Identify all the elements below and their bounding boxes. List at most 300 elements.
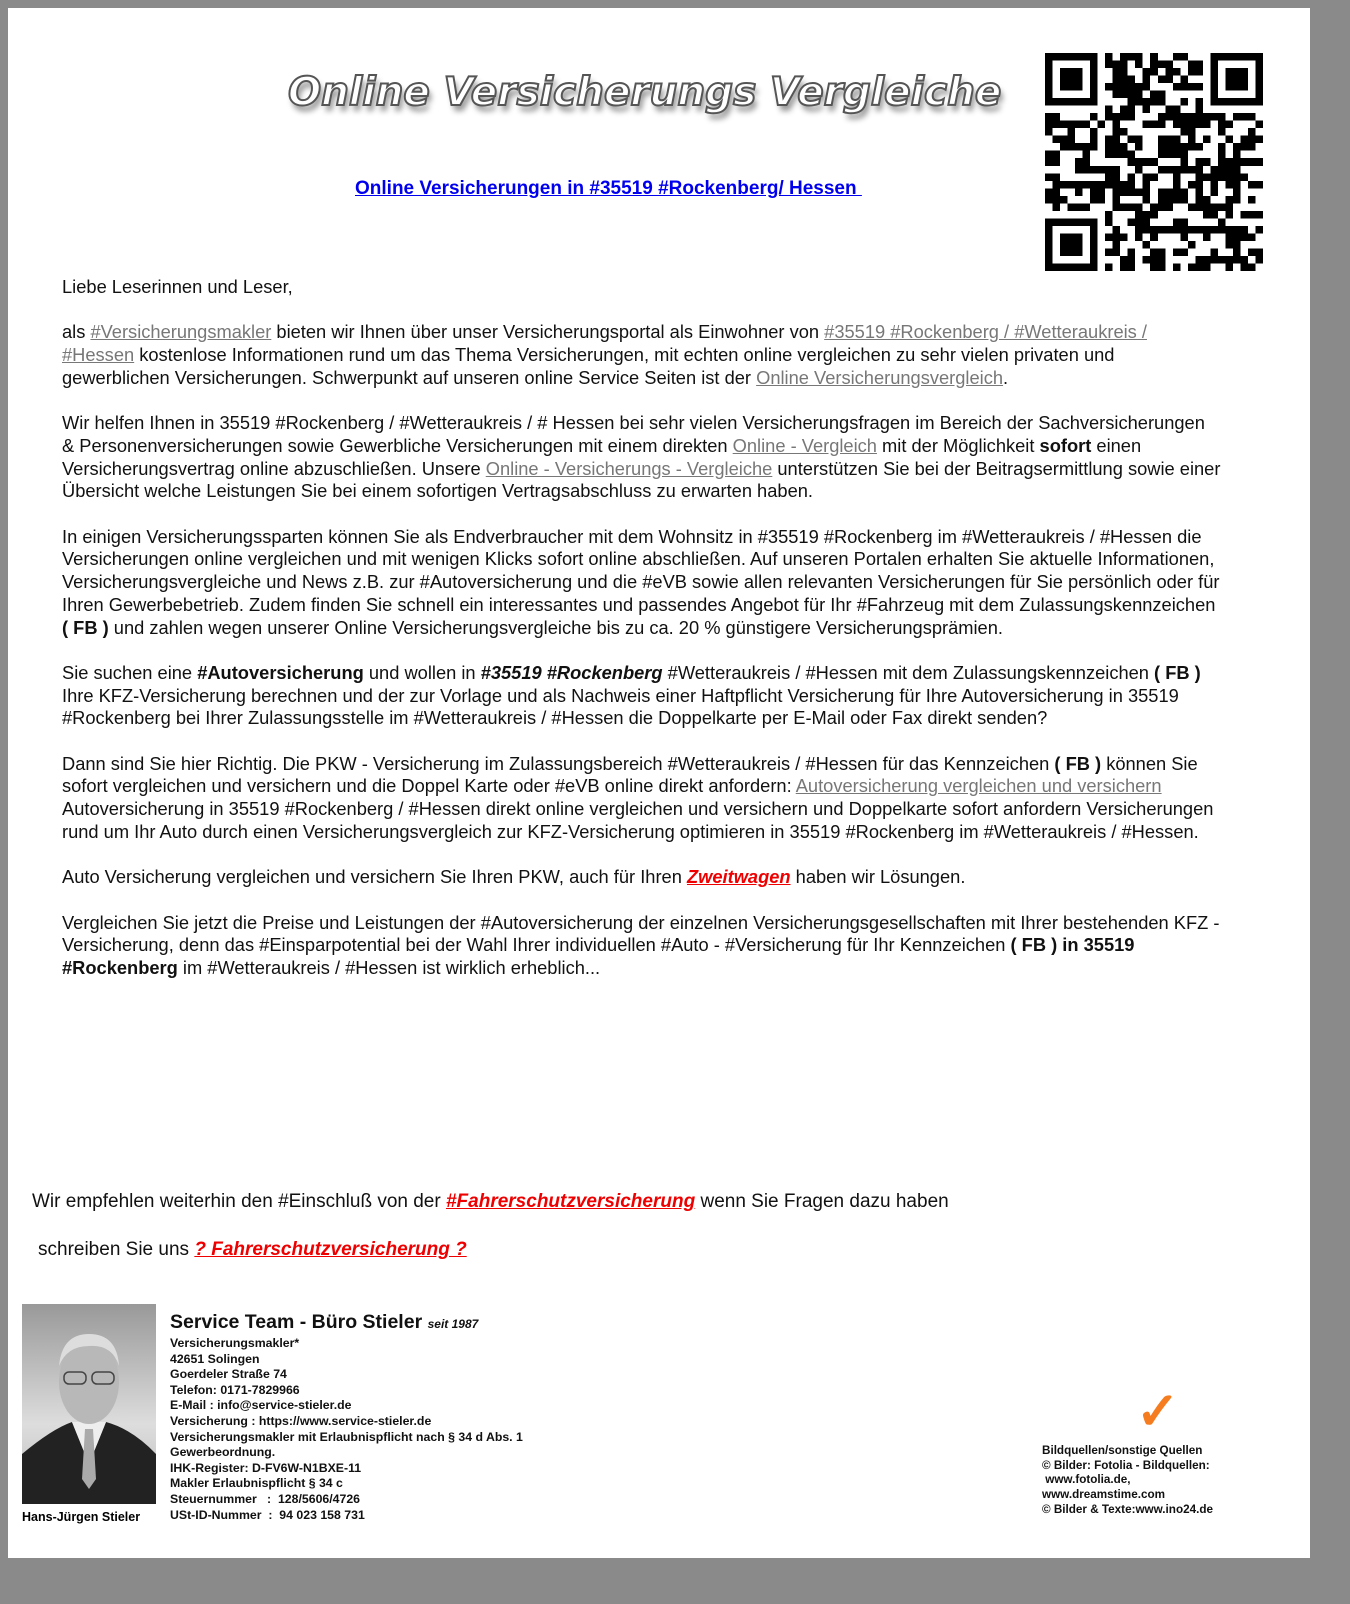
- qr-module: [1113, 188, 1121, 196]
- paragraph: [62, 321, 1222, 389]
- qr-module: [1120, 106, 1128, 114]
- qr-module: [1210, 188, 1218, 196]
- qr-module: [1143, 241, 1151, 249]
- qr-module: [1188, 68, 1196, 76]
- text: Autoversicherung in 35519 #Rockenberg / #Hessen direkt online vergleichen und versichern und Doppelkarte sofort anfordern Versicherungen rund um Ihr Auto durch einen Versicherungsvergleich zur KFZ-Versicherung optimieren in 35519 #Rockenberg im #Wetteraukreis / #Hessen.: [62, 798, 1214, 842]
- qr-module: [1068, 181, 1076, 189]
- qr-module: [1075, 203, 1083, 211]
- qr-module: [1158, 113, 1166, 121]
- image-sources: [1042, 1444, 1213, 1518]
- qr-module: [1188, 136, 1196, 144]
- qr-module: [1225, 166, 1233, 174]
- qr-module: [1233, 226, 1241, 234]
- qr-module: [1188, 181, 1196, 189]
- qr-module: [1128, 218, 1136, 226]
- qr-module: [1188, 143, 1196, 151]
- qr-module: [1090, 113, 1098, 121]
- qr-module: [1143, 218, 1151, 226]
- qr-module: [1128, 248, 1136, 256]
- qr-module: [1150, 248, 1158, 256]
- qr-module: [1173, 136, 1181, 144]
- qr-module: [1128, 203, 1136, 211]
- qr-module: [1120, 143, 1128, 151]
- qr-module: [1060, 143, 1068, 151]
- contact-detail: Versicherung : https://www.service-stieler.de: [170, 1413, 432, 1428]
- qr-module: [1075, 166, 1083, 174]
- qr-module: [1113, 226, 1121, 234]
- recommendation-line: [32, 1191, 949, 1213]
- qr-module: [1188, 166, 1196, 174]
- qr-module: [1165, 203, 1173, 211]
- qr-module: [1248, 233, 1256, 241]
- qr-module: [1045, 128, 1053, 136]
- qr-module: [1180, 158, 1188, 166]
- contact-detail: Versicherungsmakler mit Erlaubnispflicht nach § 34 d Abs. 1: [170, 1429, 523, 1444]
- qr-module: [1128, 53, 1136, 61]
- qr-module: [1135, 188, 1143, 196]
- qr-module: [1053, 113, 1061, 121]
- qr-module: [1195, 121, 1203, 129]
- qr-module: [1053, 188, 1061, 196]
- top-link[interactable]: Online Versicherungen in #35519 #Rockenberg/ Hessen: [355, 178, 862, 199]
- qr-module: [1045, 151, 1053, 159]
- qr-module: [1045, 121, 1053, 129]
- qr-module: [1195, 61, 1203, 69]
- contact-detail: Goerdeler Straße 74: [170, 1367, 287, 1382]
- qr-module: [1053, 173, 1061, 181]
- paragraph: [62, 412, 1222, 503]
- qr-module: [1083, 151, 1091, 159]
- text: können Sie sofort vergleichen und versichern und die Doppel Karte oder #eVB online direkt anfordern:: [62, 752, 1198, 797]
- qr-module: [1120, 181, 1128, 189]
- qr-module: [1173, 248, 1181, 256]
- qr-module: [1165, 113, 1173, 121]
- qr-module: [1255, 121, 1263, 129]
- qr-module: [1173, 218, 1181, 226]
- qr-module: [1105, 166, 1113, 174]
- inline-link[interactable]: #35519 #Rockenberg / #Wetteraukreis / #Hessen: [62, 321, 1147, 366]
- qr-module: [1255, 158, 1263, 166]
- qr-module: [1218, 158, 1226, 166]
- emphasis-text: #35519 #Rockenberg: [480, 661, 663, 683]
- qr-module: [1195, 181, 1203, 189]
- qr-module: [1128, 83, 1136, 91]
- qr-module: [1203, 256, 1211, 264]
- qr-module: [1225, 263, 1233, 271]
- qr-module: [1135, 226, 1143, 234]
- qr-module: [1180, 98, 1188, 106]
- text: als: [62, 321, 91, 343]
- qr-module: [1105, 211, 1113, 219]
- qr-module: [1180, 248, 1188, 256]
- qr-module: [1225, 136, 1233, 144]
- qr-module: [1195, 173, 1203, 181]
- qr-module: [1113, 83, 1121, 91]
- qr-module: [1135, 91, 1143, 99]
- qr-module: [1203, 113, 1211, 121]
- qr-module: [1240, 233, 1248, 241]
- qr-module: [1120, 128, 1128, 136]
- qr-module: [1098, 121, 1106, 129]
- inline-link[interactable]: Zweitwagen: [686, 866, 791, 888]
- qr-module: [1218, 151, 1226, 159]
- qr-module: [1113, 128, 1121, 136]
- qr-module: [1143, 173, 1151, 181]
- qr-module: [1128, 151, 1136, 159]
- qr-module: [1173, 106, 1181, 114]
- qr-module: [1180, 128, 1188, 136]
- qr-module: [1233, 173, 1241, 181]
- qr-module: [1255, 136, 1263, 144]
- qr-module: [1113, 143, 1121, 151]
- qr-module: [1240, 226, 1248, 234]
- qr-module: [1128, 158, 1136, 166]
- qr-module: [1128, 188, 1136, 196]
- qr-module: [1203, 121, 1211, 129]
- inline-link[interactable]: Online - Versicherungs - Vergleiche: [485, 457, 773, 479]
- qr-module: [1113, 248, 1121, 256]
- qr-module: [1150, 173, 1158, 181]
- qr-module: [1195, 143, 1203, 151]
- qr-module: [1195, 166, 1203, 174]
- qr-module: [1158, 143, 1166, 151]
- paragraph: [62, 866, 1222, 889]
- qr-module: [1158, 98, 1166, 106]
- qr-module: [1165, 151, 1173, 159]
- qr-module: [1128, 98, 1136, 106]
- qr-module: [1053, 121, 1061, 129]
- qr-module: [1218, 226, 1226, 234]
- qr-module: [1255, 211, 1263, 219]
- qr-module: [1105, 113, 1113, 121]
- inline-link[interactable]: Online - Vergleich: [732, 434, 877, 456]
- inline-link[interactable]: Autoversicherung vergleichen und versichern: [795, 775, 1162, 797]
- qr-module: [1120, 233, 1128, 241]
- qr-module: [1233, 151, 1241, 159]
- qr-module: [1045, 188, 1053, 196]
- qr-module: [1075, 181, 1083, 189]
- qr-module: [1218, 128, 1226, 136]
- qr-module: [1218, 203, 1226, 211]
- qr-module: [1165, 76, 1173, 84]
- source-line: www.fotolia.de,: [1042, 1473, 1131, 1487]
- qr-module: [1173, 83, 1181, 91]
- qr-module: [1180, 218, 1188, 226]
- qr-module: [1105, 248, 1113, 256]
- qr-module: [1128, 91, 1136, 99]
- qr-module: [1188, 241, 1196, 249]
- qr-module: [1188, 203, 1196, 211]
- qr-module: [1233, 181, 1241, 189]
- qr-module: [1105, 263, 1113, 271]
- qr-module: [1188, 61, 1196, 69]
- recommendation-text: Wir empfehlen weiterhin den #Einschluß von der: [32, 1191, 446, 1212]
- qr-module: [1113, 76, 1121, 84]
- qr-module: [1233, 196, 1241, 204]
- qr-module: [1128, 113, 1136, 121]
- qr-module: [1128, 256, 1136, 264]
- qr-module: [1165, 106, 1173, 114]
- qr-module: [1090, 143, 1098, 151]
- emphasis-text: #Autoversicherung: [197, 661, 364, 683]
- qr-module: [1090, 128, 1098, 136]
- qr-module: [1143, 158, 1151, 166]
- qr-module: [1173, 181, 1181, 189]
- qr-module: [1173, 121, 1181, 129]
- emphasis-text: ( FB ): [1154, 661, 1201, 683]
- qr-module: [1143, 181, 1151, 189]
- qr-module: [1195, 106, 1203, 114]
- qr-module: [1143, 256, 1151, 264]
- qr-module: [1158, 151, 1166, 159]
- qr-module: [1120, 203, 1128, 211]
- qr-module: [1135, 158, 1143, 166]
- qr-module: [1128, 173, 1136, 181]
- inline-link[interactable]: Online Versicherungsvergleich: [756, 366, 1004, 388]
- qr-module: [1195, 113, 1203, 121]
- qr-module: [1165, 61, 1173, 69]
- qr-module: [1143, 83, 1151, 91]
- qr-module: [1075, 121, 1083, 129]
- qr-module: [1255, 256, 1263, 264]
- qr-module: [1113, 121, 1121, 129]
- since-label: seit 1987: [427, 1317, 479, 1331]
- qr-module: [1053, 181, 1061, 189]
- qr-module: [1053, 203, 1061, 211]
- qr-module: [1248, 211, 1256, 219]
- qr-module: [1210, 166, 1218, 174]
- text: und wollen in: [363, 661, 481, 683]
- qr-module: [1090, 188, 1098, 196]
- qr-module: [1158, 263, 1166, 271]
- qr-module: [1210, 113, 1218, 121]
- qr-module: [1143, 196, 1151, 204]
- qr-module: [1045, 173, 1053, 181]
- contact-detail: Steuernummer : 128/5606/4726: [170, 1491, 361, 1506]
- text: Auto Versicherung vergleichen und versichern Sie Ihren PKW, auch für Ihren: [62, 866, 687, 888]
- qr-module: [1068, 128, 1076, 136]
- qr-module: [1188, 263, 1196, 271]
- emphasis-text: sofort: [1039, 434, 1092, 456]
- qr-module: [1180, 113, 1188, 121]
- qr-module: [1113, 181, 1121, 189]
- qr-module: [1120, 151, 1128, 159]
- text: Wir helfen Ihnen in 35519 #Rockenberg / #Wetteraukreis / # Hessen bei sehr vielen Versicherungsfragen im Bereich der Sachversicherungen & Personenversicherungen sowie Gewerbliche Versicherungen mit einem direkten: [62, 412, 1205, 456]
- qr-module: [1090, 166, 1098, 174]
- qr-module: [1240, 256, 1248, 264]
- qr-module: [1113, 173, 1121, 181]
- qr-module: [1203, 136, 1211, 144]
- qr-module: [1060, 136, 1068, 144]
- qr-module: [1060, 196, 1068, 204]
- qr-module: [1105, 218, 1113, 226]
- qr-module: [1083, 143, 1091, 151]
- qr-module: [1173, 226, 1181, 234]
- qr-module: [1143, 211, 1151, 219]
- qr-module: [1120, 256, 1128, 264]
- page: [8, 8, 1310, 1558]
- qr-module: [1210, 256, 1218, 264]
- qr-module: [1248, 196, 1256, 204]
- qr-module: [1150, 53, 1158, 61]
- paragraph: [62, 753, 1222, 844]
- qr-module: [1068, 121, 1076, 129]
- qr-module: [1075, 188, 1083, 196]
- contact-detail: Versicherungsmakler*: [170, 1336, 300, 1350]
- qr-module: [1158, 136, 1166, 144]
- qr-module: [1158, 203, 1166, 211]
- qr-module: [1068, 136, 1076, 144]
- text: Sie suchen eine: [62, 661, 198, 683]
- qr-module: [1083, 181, 1091, 189]
- qr-module: [1150, 203, 1158, 211]
- qr-module: [1180, 53, 1188, 61]
- qr-module: [1113, 136, 1121, 144]
- qr-module: [1090, 181, 1098, 189]
- qr-module: [1225, 121, 1233, 129]
- qr-module: [1113, 61, 1121, 69]
- paragraph: [62, 526, 1222, 640]
- qr-module: [1203, 263, 1211, 271]
- qr-module: [1218, 121, 1226, 129]
- text: In einigen Versicherungssparten können Sie als Endverbraucher mit dem Wohnsitz in #35519 #Rockenberg im #Wetteraukreis / #Hessen die Versicherungen online vergleichen und mit wenigen Klicks sofort online abschließen. Auf unseren Portalen erhalten Sie aktuelle Informationen, Versicherungsvergleiche und News z.B. zur #Autoversicherung und die #eVB sowie allen relevanten Versicherungen für Sie persönlich oder für Ihren Gewerbebetrieb. Zudem finden Sie schnell ein interessantes und passendes Angebot für Ihr #Fahrzeug mit dem Zulassungskennzeichen: [62, 525, 1220, 615]
- fahrerschutz-link[interactable]: #Fahrerschutzversicherung: [445, 1191, 696, 1212]
- emphasis-text: ( FB ): [1054, 752, 1102, 774]
- qr-module: [1105, 83, 1113, 91]
- qr-module: [1248, 136, 1256, 144]
- qr-module: [1143, 106, 1151, 114]
- qr-module: [1060, 121, 1068, 129]
- qr-module: [1255, 248, 1263, 256]
- qr-module: [1113, 151, 1121, 159]
- qr-module: [1135, 233, 1143, 241]
- emphasis-text: ( FB ): [62, 616, 109, 638]
- qr-module: [1225, 203, 1233, 211]
- company-name: Service Team - Büro Stieler: [170, 1311, 423, 1333]
- inline-link[interactable]: #Versicherungsmakler: [90, 321, 272, 343]
- qr-module: [1195, 83, 1203, 91]
- qr-module: [1135, 136, 1143, 144]
- qr-module: [1128, 136, 1136, 144]
- qr-module: [1210, 248, 1218, 256]
- qr-module: [1135, 98, 1143, 106]
- qr-module: [1180, 166, 1188, 174]
- qr-module: [1143, 98, 1151, 106]
- qr-module: [1173, 151, 1181, 159]
- qr-module: [1165, 143, 1173, 151]
- qr-module: [1053, 151, 1061, 159]
- qr-module: [1120, 83, 1128, 91]
- qr-module: [1210, 181, 1218, 189]
- contact-detail: Telefon: 0171-7829966: [170, 1382, 300, 1397]
- qr-module: [1150, 158, 1158, 166]
- qr-module: [1075, 143, 1083, 151]
- qr-module: [1158, 91, 1166, 99]
- text: und zahlen wegen unserer Online Versicherungsvergleiche bis zu ca. 20 % günstigere Versicherungsprämien.: [108, 616, 1003, 638]
- qr-module: [1083, 203, 1091, 211]
- contact-detail: IHK-Register: D-FV6W-N1BXE-11: [170, 1460, 362, 1475]
- text: Liebe Leserinnen und Leser,: [62, 276, 293, 297]
- fahrerschutz-question-link[interactable]: ? Fahrerschutzversicherung ?: [194, 1239, 467, 1260]
- qr-module: [1158, 61, 1166, 69]
- qr-module: [1255, 181, 1263, 189]
- text: unterstützen Sie bei der Beitragsermittlung sowie einer Übersicht welche Leistungen Sie bei einem sofortigen Vertragsabschluss zu erwarten haben.: [62, 457, 1221, 502]
- qr-module: [1233, 241, 1241, 249]
- qr-module: [1150, 233, 1158, 241]
- photo-caption: Hans-Jürgen Stieler: [22, 1510, 141, 1524]
- qr-module: [1203, 173, 1211, 181]
- qr-module: [1195, 256, 1203, 264]
- qr-module: [1188, 113, 1196, 121]
- qr-module: [1225, 181, 1233, 189]
- qr-module: [1173, 263, 1181, 271]
- qr-module: [1083, 121, 1091, 129]
- qr-module: [1225, 158, 1233, 166]
- qr-module: [1113, 241, 1121, 249]
- source-line: © Bilder: Fotolia - Bildquellen:: [1042, 1458, 1210, 1472]
- emphasis-text: ( FB ) in 35519 #Rockenberg: [62, 934, 1135, 978]
- qr-module: [1098, 166, 1106, 174]
- qr-module: [1150, 226, 1158, 234]
- qr-module: [1150, 68, 1158, 76]
- contact-detail: USt-ID-Nummer : 94 023 158 731: [170, 1507, 365, 1522]
- qr-module: [1173, 166, 1181, 174]
- qr-module: [1180, 143, 1188, 151]
- qr-module: [1188, 121, 1196, 129]
- qr-module: [1240, 113, 1248, 121]
- qr-module: [1225, 173, 1233, 181]
- qr-module: [1113, 196, 1121, 204]
- qr-module: [1135, 203, 1143, 211]
- qr-module: [1113, 203, 1121, 211]
- qr-module: [1143, 68, 1151, 76]
- qr-module: [1203, 226, 1211, 234]
- qr-module: [1203, 211, 1211, 219]
- qr-module: [1053, 196, 1061, 204]
- qr-module: [1173, 188, 1181, 196]
- qr-module: [1053, 136, 1061, 144]
- qr-module: [1173, 196, 1181, 204]
- qr-module: [1143, 76, 1151, 84]
- qr-module: [1218, 166, 1226, 174]
- qr-module: [1240, 143, 1248, 151]
- qr-module: [1150, 91, 1158, 99]
- qr-module: [1180, 233, 1188, 241]
- qr-module: [1173, 68, 1181, 76]
- qr-module: [1233, 248, 1241, 256]
- qr-module: [1225, 241, 1233, 249]
- qr-module: [1218, 256, 1226, 264]
- qr-module: [1248, 181, 1256, 189]
- text: Ihre KFZ-Versicherung berechnen und der zur Vorlage und als Nachweis einer Haftpflicht Versicherung für Ihre Autoversicherung in 35519 #Rockenberg bei Ihrer Zulassungsstelle im #Wetteraukreis / #Hessen die Doppelkarte per E-Mail oder Fax direkt senden?: [62, 684, 1179, 729]
- qr-module: [1135, 53, 1143, 61]
- qr-module: [1173, 173, 1181, 181]
- qr-module: [1210, 226, 1218, 234]
- text: mit der Möglichkeit: [876, 434, 1040, 456]
- qr-module: [1240, 211, 1248, 219]
- qr-module: [1165, 188, 1173, 196]
- qr-module: [1195, 226, 1203, 234]
- qr-module: [1105, 173, 1113, 181]
- qr-module: [1158, 256, 1166, 264]
- qr-module: [1150, 98, 1158, 106]
- qr-module: [1165, 226, 1173, 234]
- qr-module: [1233, 158, 1241, 166]
- qr-module: [1173, 53, 1181, 61]
- qr-module: [1120, 263, 1128, 271]
- qr-module: [1113, 68, 1121, 76]
- qr-module: [1090, 196, 1098, 204]
